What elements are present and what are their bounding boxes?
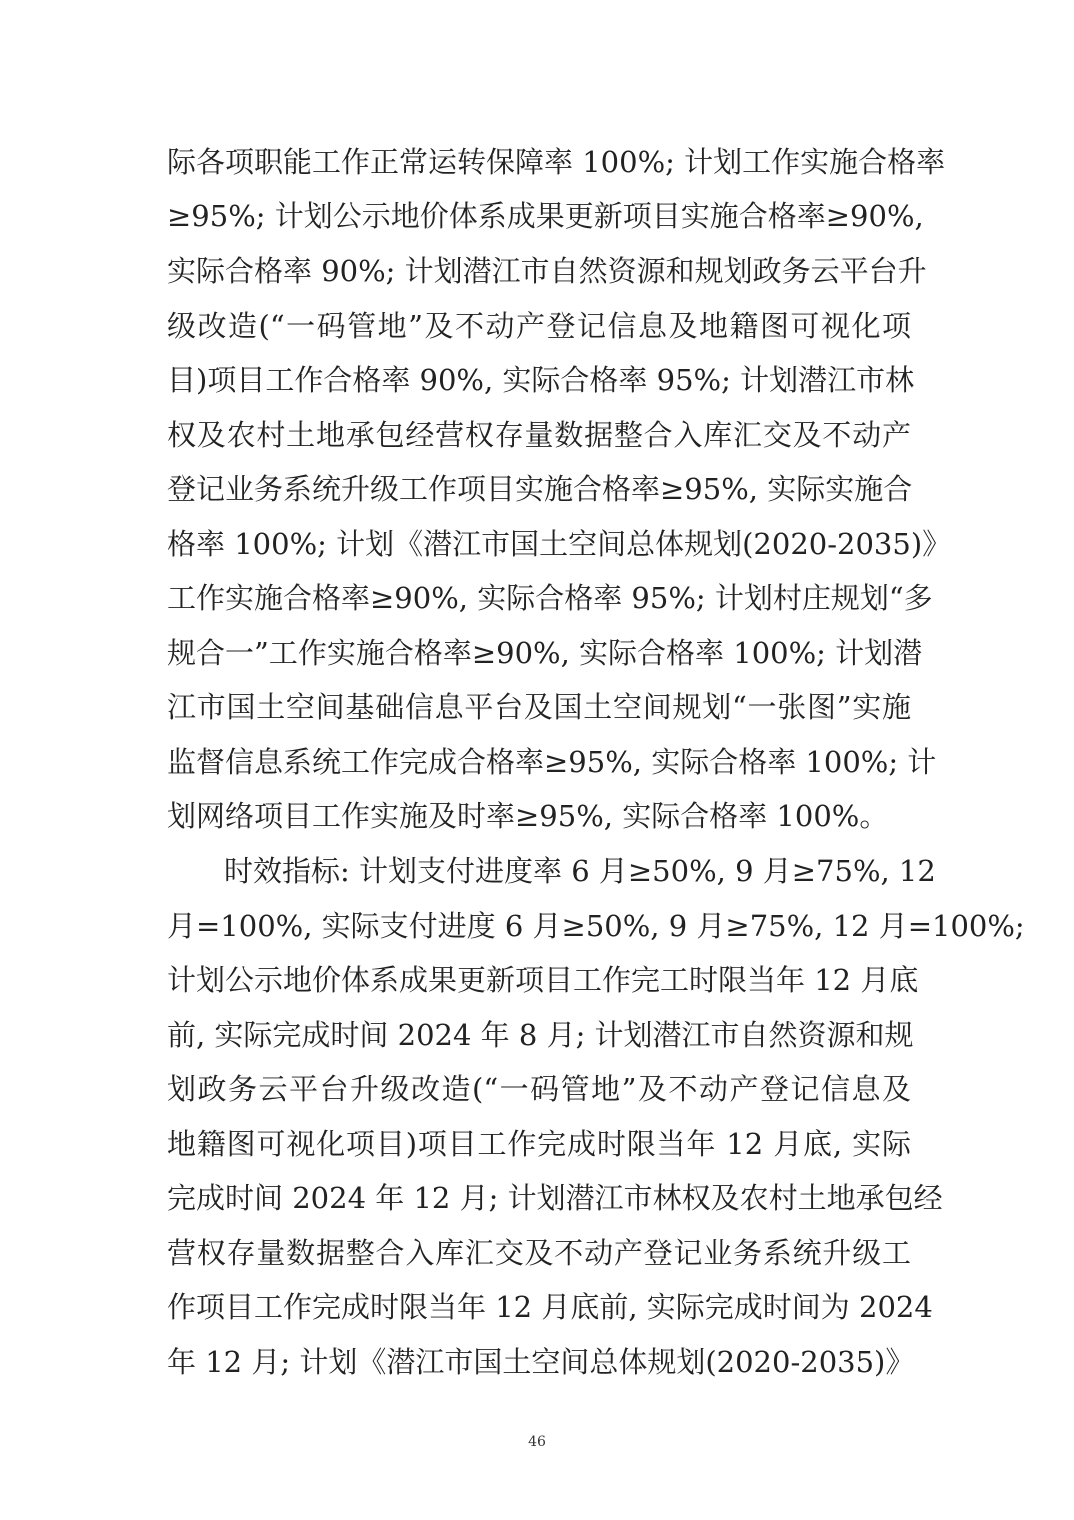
text-line: 前, 实际完成时间 2024 年 8 月; 计划潜江市自然资源和规 <box>167 1018 914 1052</box>
text-line: 监督信息系统工作完成合格率≥95%, 实际合格率 100%; 计 <box>167 745 937 779</box>
text-line: 格率 100%; 计划《潜江市国土空间总体规划(2020-2035)》 <box>167 527 952 561</box>
page-number: 46 <box>528 1434 546 1450</box>
text-line: 际各项职能工作正常运转保障率 100%; 计划工作实施合格率 <box>167 145 946 179</box>
text-line: ≥95%; 计划公示地价体系成果更新项目实施合格率≥90%, <box>167 199 924 233</box>
text-line: 划政务云平台升级改造(“一码管地”及不动产登记信息及 <box>167 1072 911 1106</box>
text-line: 级改造(“一码管地”及不动产登记信息及地籍图可视化项 <box>167 309 911 343</box>
text-line: 时效指标: 计划支付进度率 6 月≥50%, 9 月≥75%, 12 <box>224 854 936 888</box>
text-line: 地籍图可视化项目)项目工作完成时限当年 12 月底, 实际 <box>167 1127 911 1161</box>
text-line: 规合一”工作实施合格率≥90%, 实际合格率 100%; 计划潜 <box>167 636 923 670</box>
text-line: 江市国土空间基础信息平台及国土空间规划“一张图”实施 <box>167 690 911 724</box>
text-line: 营权存量数据整合入库汇交及不动产登记业务系统升级工 <box>167 1236 911 1270</box>
text-line: 月=100%, 实际支付进度 6 月≥50%, 9 月≥75%, 12 月=100%; <box>167 909 1025 943</box>
text-line: 完成时间 2024 年 12 月; 计划潜江市林权及农村土地承包经 <box>167 1181 943 1215</box>
text-line: 目)项目工作合格率 90%, 实际合格率 95%; 计划潜江市林 <box>167 363 915 397</box>
text-line: 实际合格率 90%; 计划潜江市自然资源和规划政务云平台升 <box>167 254 927 288</box>
text-line: 计划公示地价体系成果更新项目工作完工时限当年 12 月底 <box>167 963 919 997</box>
text-line: 年 12 月; 计划《潜江市国土空间总体规划(2020-2035)》 <box>167 1345 915 1379</box>
text-line: 工作实施合格率≥90%, 实际合格率 95%; 计划村庄规划“多 <box>167 581 933 615</box>
text-line: 作项目工作完成时限当年 12 月底前, 实际完成时间为 2024 <box>167 1290 933 1324</box>
text-line: 划网络项目工作实施及时率≥95%, 实际合格率 100%。 <box>167 799 889 833</box>
text-line: 登记业务系统升级工作项目实施合格率≥95%, 实际实施合 <box>167 472 913 506</box>
text-line: 权及农村土地承包经营权存量数据整合入库汇交及不动产 <box>167 418 911 452</box>
